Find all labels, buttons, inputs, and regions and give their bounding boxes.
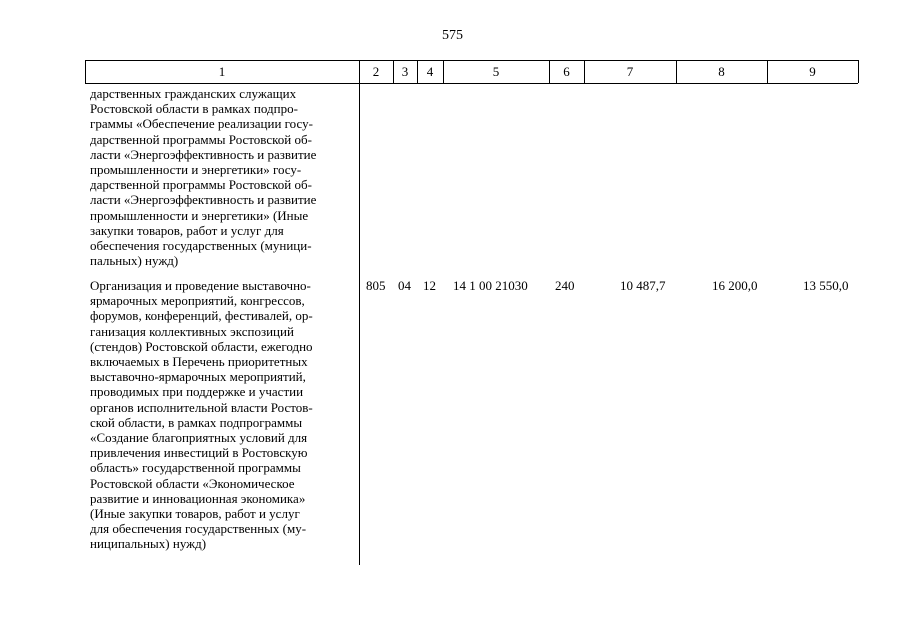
description-line: дарственной программы Ростовской об- (90, 131, 312, 147)
description-line: ласти «Энергоэффективность и развитие (90, 146, 317, 162)
cell-section-code: 04 (398, 278, 411, 293)
description-line: область» государственной программы (90, 460, 301, 476)
header-cell-8: 8 (718, 64, 725, 79)
description-line: (Иные закупки товаров, работ и услуг (90, 506, 300, 522)
description-line: пальных) нужд) (90, 253, 179, 269)
cell-target-article: 14 1 00 21030 (453, 278, 528, 293)
description-line: ганизация коллективных экспозиций (90, 323, 294, 339)
cell-subsection-code: 12 (423, 278, 436, 293)
row-description (90, 278, 354, 552)
description-line: закупки товаров, работ и услуг для (90, 222, 284, 238)
description-line: ласти «Энергоэффективность и развитие (90, 192, 317, 208)
header-cell-4: 4 (426, 64, 434, 79)
header-cell-3: 3 (401, 64, 409, 79)
description-line: Организация и проведение выставочно- (90, 278, 311, 293)
cell-ministry-code: 805 (366, 278, 386, 293)
description-line: граммы «Обеспечение реализации госу- (90, 116, 313, 132)
description-line: дарственных гражданских служащих (90, 86, 297, 101)
description-line: привлечения инвестиций в Ростовскую (90, 445, 308, 461)
description-line: проводимых при поддержке и участии (90, 384, 304, 400)
description-line: ярмарочных мероприятий, конгрессов, (90, 293, 305, 309)
description-line: включаемых в Перечень приоритетных (90, 354, 308, 370)
cell-amount-col7: 10 487,7 (620, 278, 666, 293)
header-cell-9: 9 (809, 64, 816, 79)
description-line: ниципальных) нужд) (90, 536, 207, 552)
description-line: промышленности и энергетики» госу- (90, 162, 302, 178)
body-column-divider (359, 83, 360, 565)
cell-amount-col9: 13 550,0 (803, 278, 849, 293)
cell-expense-type: 240 (555, 278, 575, 293)
description-line: «Создание благоприятных условий для (90, 430, 308, 446)
header-cell-1: 1 (218, 64, 226, 79)
header-cell-2: 2 (372, 64, 380, 79)
description-line: промышленности и энергетики» (Иные (90, 207, 309, 223)
description-line: ской области, в рамках подпрограммы (90, 414, 303, 430)
description-line: дарственной программы Ростовской об- (90, 177, 312, 193)
description-line: форумов, конференций, фестивалей, ор- (90, 308, 313, 324)
cell-amount-col8: 16 200,0 (712, 278, 758, 293)
header-divider (858, 60, 859, 83)
header-cell-6: 6 (563, 64, 570, 79)
description-line: выставочно-ярмарочных мероприятий, (90, 369, 306, 385)
header-cell-7: 7 (626, 64, 634, 79)
description-line: (стендов) Ростовской области, ежегодно (90, 338, 313, 354)
row-description (90, 86, 354, 268)
description-line: обеспечения государственных (муници- (90, 238, 312, 254)
description-line: органов исполнительной власти Ростов- (90, 399, 313, 415)
description-line: развитие и инновационная экономика» (90, 490, 306, 506)
description-line: для обеспечения государственных (му- (90, 521, 307, 537)
description-line: Ростовской области «Экономическое (90, 475, 295, 491)
header-cell-5: 5 (492, 64, 500, 79)
description-line: Ростовской области в рамках подпро- (90, 101, 298, 117)
page-number: 575 (442, 28, 463, 43)
